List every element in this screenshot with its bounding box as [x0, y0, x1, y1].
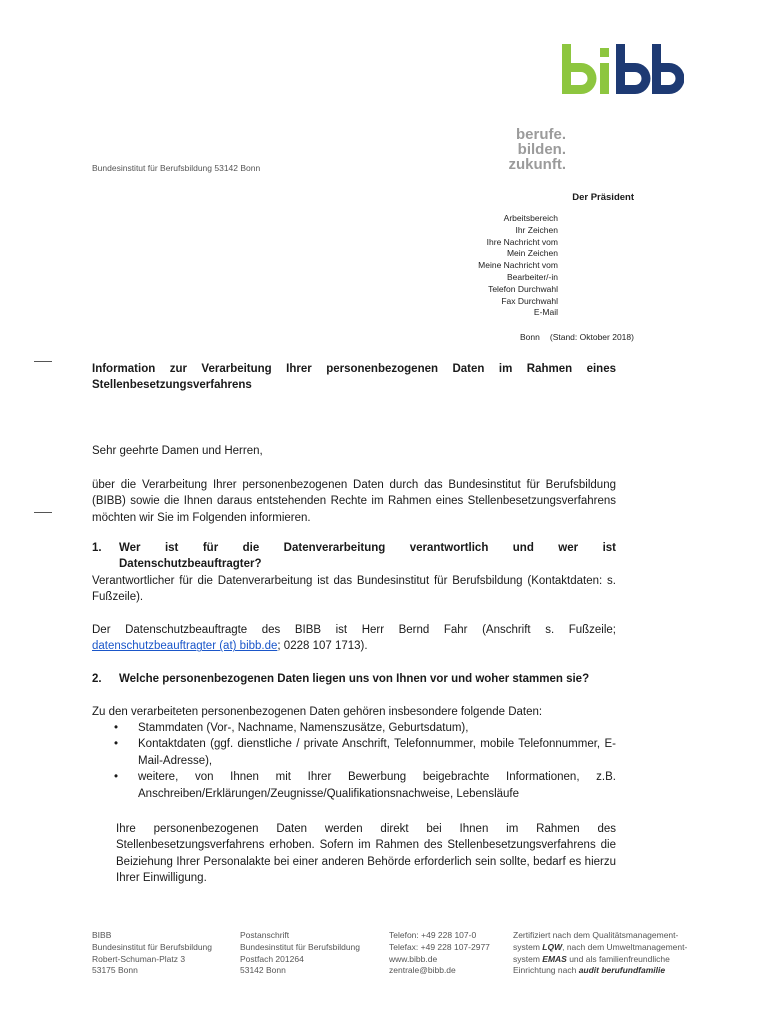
footer-emphasis: audit berufundfamilie [578, 965, 666, 976]
footer-text: und als familienfreundliche [566, 953, 670, 964]
bullet-icon: • [114, 722, 119, 734]
bullet-icon: • [114, 771, 119, 784]
footer-postal [240, 930, 385, 977]
reference-label: E-Mail [533, 307, 558, 318]
footer-text: , nach dem Umweltmanagement- [562, 941, 688, 952]
section-number: 1. [92, 542, 102, 554]
reference-label: Ihre Nachricht vom [486, 236, 558, 247]
footer-line: 53142 Bonn [240, 965, 286, 976]
footer-line: Bundesinstitut für Berufsbildung [240, 941, 361, 952]
list-item [92, 736, 616, 769]
footer-line: Telefax: +49 228 107-2977 [389, 941, 490, 952]
subject-heading: Information zur Verarbeitung Ihrer personenbezogenen Daten im Rahmen eines Stellenbesetzungsverfahrens [92, 363, 616, 392]
footer-line: Robert-Schuman-Platz 3 [92, 953, 186, 964]
reference-label: Arbeitsbereich [503, 213, 558, 223]
greeting: Sehr geehrte Damen und Herren, [92, 445, 263, 457]
footer-line: Postanschrift [240, 930, 290, 940]
slogan-line: zukunft. [508, 156, 566, 173]
footer-emphasis: LQW [542, 941, 563, 952]
dateline-date: (Stand: Oktober 2018) [549, 332, 634, 342]
footer-address [92, 930, 237, 977]
footer-emphasis: EMAS [542, 953, 567, 964]
dpo-email-link[interactable]: datenschutzbeauftragter (at) bibb.de [92, 640, 278, 653]
footer-line: www.bibb.de [389, 953, 438, 964]
data-categories-list [92, 720, 616, 802]
list-item-text: Stammdaten (Vor-, Nachname, Namenszusätze, Geburtsdatum), [138, 722, 469, 734]
bullet-icon: • [114, 738, 119, 751]
section-2-heading [92, 671, 616, 687]
list-item [92, 720, 616, 736]
footer-line: 53175 Bonn [92, 965, 138, 976]
slogan-line: berufe. [515, 126, 566, 143]
dateline [520, 332, 662, 342]
footer-text: system [513, 941, 543, 952]
section-2-title: Welche personenbezogenen Daten liegen uns von Ihnen vor und woher stammen sie? [119, 673, 590, 685]
sender-line: Bundesinstitut für Berufsbildung 53142 Bonn [92, 163, 261, 173]
reference-labels [420, 213, 558, 319]
footer-contact [389, 930, 509, 977]
dpo-text: Der Datenschutzbeauftragte des BIBB ist Herr Bernd Fahr (Anschrift s. Fußzeile; [92, 624, 616, 636]
section-1-title-line: Datenschutzbeauftragter? [119, 558, 262, 571]
footer-line [513, 942, 713, 954]
list-item [92, 769, 616, 802]
section-1-heading [92, 540, 616, 573]
dpo-phone: ; 0228 107 1713). [277, 640, 368, 653]
reference-label: Bearbeiter/-in [506, 271, 558, 282]
fold-mark-top [34, 361, 52, 362]
section-2-closing: Ihre personenbezogenen Daten werden direkt bei Ihnen im Rahmen des Stellenbesetzungsverfahrens erhoben. Sofern im Rahmen des Stellenbesetzungsverfahrens die Beiziehung Ihrer Personalakte bei einer anderen Behörde erforderlich sein sollte, bedarf es hierzu Ihrer Einwilligung. [116, 823, 616, 885]
bibb-logo [562, 44, 684, 96]
slogan [500, 127, 566, 172]
section-1-title-line: Wer ist für die Datenverarbeitung verantwortlich und wer ist [119, 542, 616, 554]
reference-label: Ihr Zeichen [515, 224, 558, 235]
reference-label: Fax Durchwahl [501, 295, 558, 306]
slogan-line: bilden. [517, 141, 566, 158]
list-item-text: weitere, von Ihnen mit Ihrer Bewerbung beigebrachte Informationen, z.B. Anschreiben/Erklärungen/Zeugnisse/Qualifikationsnachweise, Lebensläufe [138, 771, 616, 800]
president-label: Der Präsident [572, 192, 634, 203]
footer-text: system [513, 953, 543, 964]
intro-paragraph: über die Verarbeitung Ihrer personenbezogenen Daten durch das Bundesinstitut für Berufsbildung (BIBB) sowie die Ihnen daraus entstehenden Rechte im Rahmen eines Stellenbesetzungsverfahrens möchten wir Sie im Folgenden informieren. [92, 479, 616, 524]
dpo-paragraph [92, 622, 616, 655]
footer-line: BIBB [92, 930, 112, 940]
section-2-intro: Zu den verarbeiteten personenbezogenen Daten gehören insbesondere folgende Daten: [92, 706, 543, 718]
footer-line: Postfach 201264 [240, 953, 304, 964]
section-1-text: Verantwortlicher für die Datenverarbeitung ist das Bundesinstitut für Berufsbildung (Kontaktdaten: s. Fußzeile). [92, 575, 616, 604]
dateline-city: Bonn [520, 332, 540, 342]
reference-label: Meine Nachricht vom [478, 260, 558, 271]
section-number: 2. [92, 673, 102, 685]
footer-line [513, 965, 713, 977]
reference-label: Mein Zeichen [506, 248, 558, 259]
footer-line: Zertifiziert nach dem Qualitätsmanagement- [513, 930, 679, 940]
reference-label: Telefon Durchwahl [488, 283, 558, 294]
footer-line: zentrale@bibb.de [389, 965, 456, 976]
list-item-text: Kontaktdaten (ggf. dienstliche / private Anschrift, Telefonnummer, mobile Telefonnummer, E-Mail-Adresse), [138, 738, 616, 767]
footer-line [513, 954, 713, 966]
footer-text: Einrichtung nach [513, 965, 579, 976]
footer-line: Bundesinstitut für Berufsbildung [92, 941, 213, 952]
fold-mark-middle [34, 512, 52, 513]
footer-certification [513, 930, 713, 977]
footer-line: Telefon: +49 228 107-0 [389, 930, 477, 940]
